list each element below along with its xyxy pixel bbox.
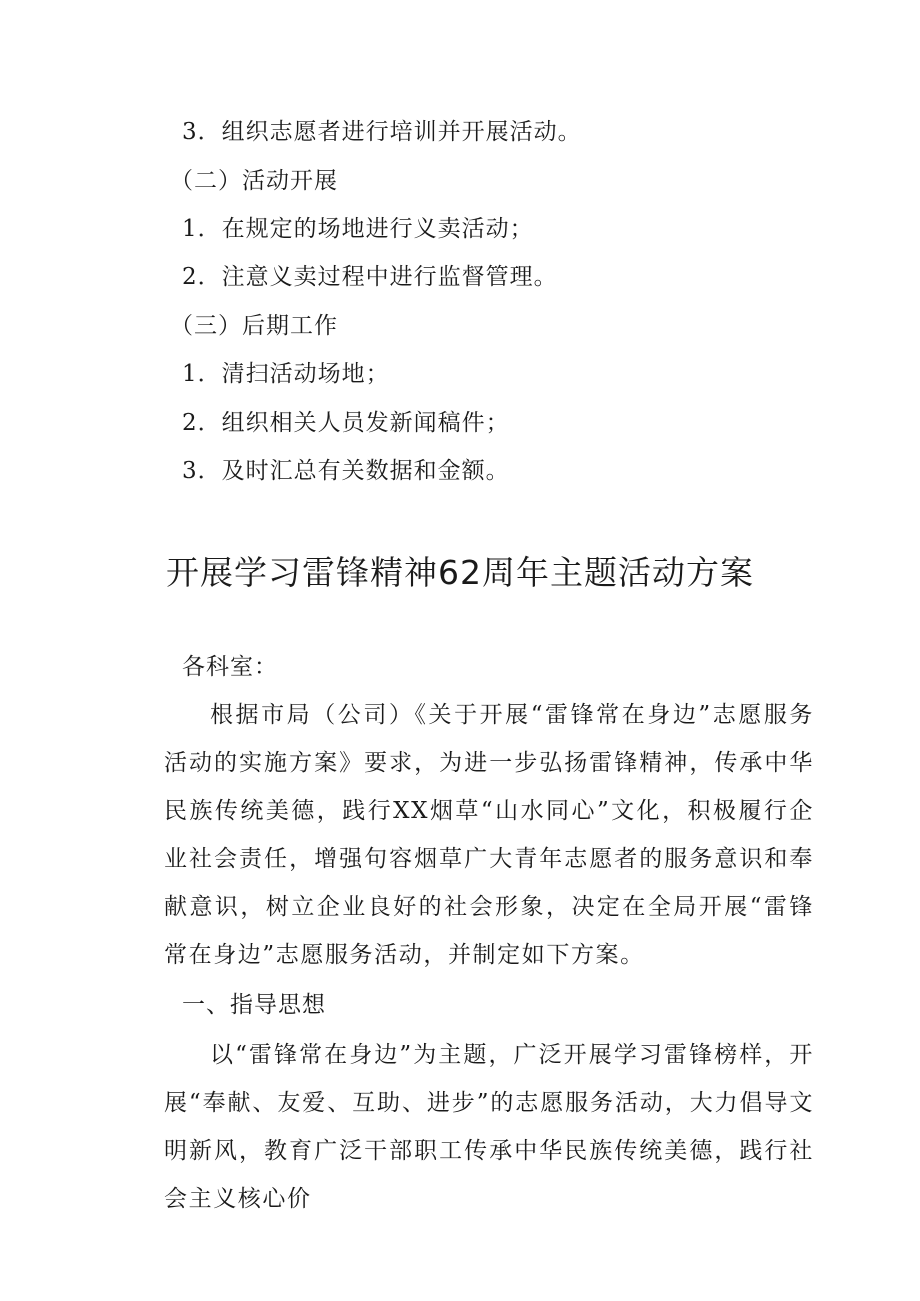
sub-heading: （二）活动开展 [170,168,338,194]
list-item: 3．及时汇总有关数据和金额。 [182,458,510,484]
list-item: 2．注意义卖过程中进行监督管理。 [182,264,558,290]
sub-heading: （三）后期工作 [170,313,338,339]
list-item: 1．清扫活动场地； [182,361,390,387]
list-item: 2．组织相关人员发新闻稿件； [182,410,510,436]
list-item: 3．组织志愿者进行培训并开展活动。 [182,119,582,145]
document-title: 开展学习雷锋精神62周年主题活动方案 [166,553,754,592]
list-item: 1．在规定的场地进行义卖活动； [182,216,534,242]
section-heading: 一、指导思想 [182,992,326,1018]
guiding-paragraph: 以“雷锋常在身边”为主题，广泛开展学习雷锋榜样，开展“奉献、友爱、互助、进步”的志愿服务活动，大力倡导文明新风，教育广泛干部职工传承中华民族传统美德，践行社会主义核心价 [164,1042,814,1212]
intro-paragraph: 根据市局（公司）《关于开展“雷锋常在身边”志愿服务活动的实施方案》要求，为进一步弘扬雷锋精神，传承中华民族传统美德，践行XX烟草“山水同心”文化，积极履行企业社会责任，增强句容烟草广大青年志愿者的服务意识和奉献意识，树立企业良好的社会形象，决定在全局开展“雷锋常在身边”志愿服务活动，并制定如下方案。 [164,702,814,968]
salutation: 各科室： [182,654,278,680]
